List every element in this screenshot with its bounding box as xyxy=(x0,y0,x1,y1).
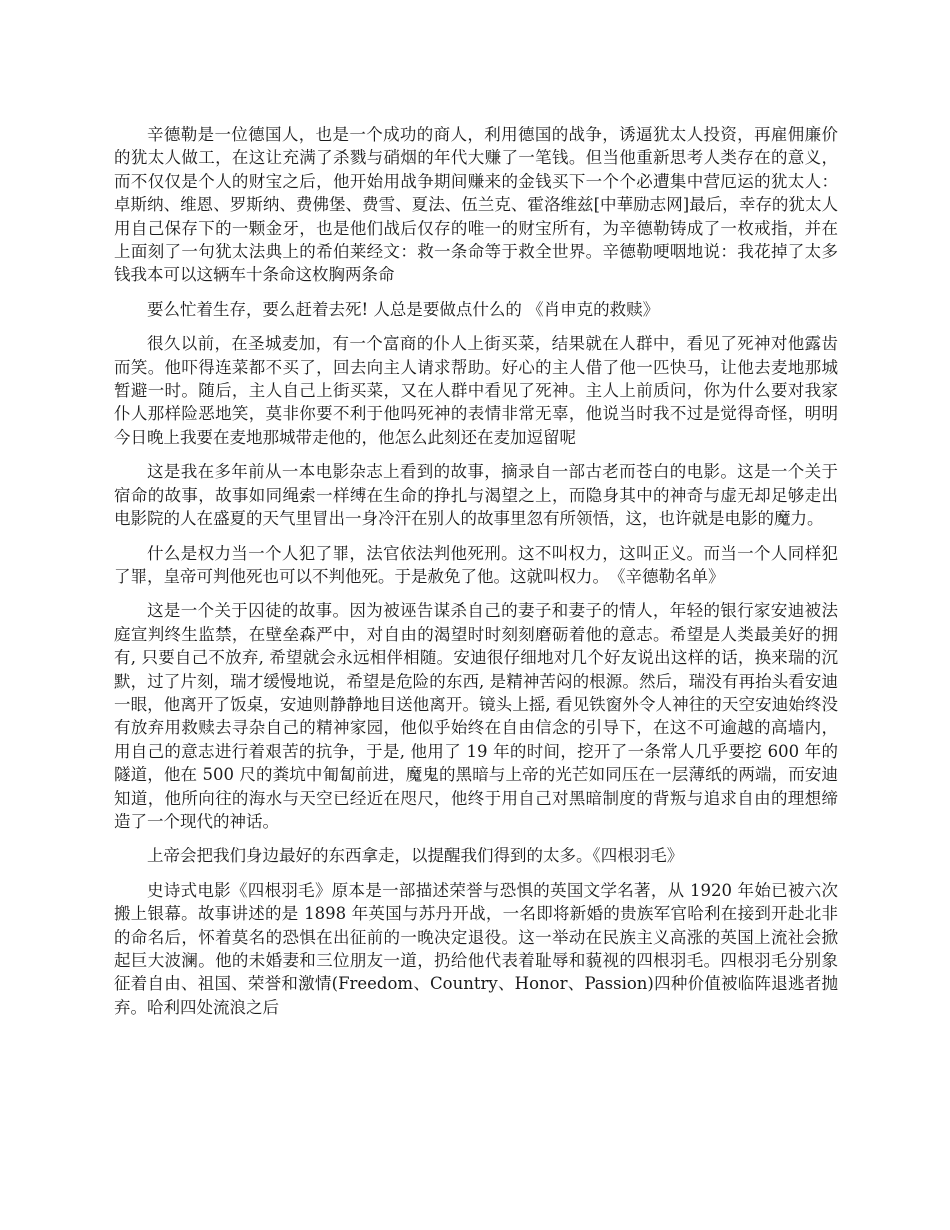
paragraph-schindler-power-quote: 什么是权力当一个人犯了罪，法官依法判他死刑。这不叫权力，这叫正义。而当一个人同样犯了罪，皇帝可判他死也可以不判他死。于是赦免了他。这就叫权力。 《辛德勒名单》 xyxy=(114,543,838,586)
paragraph-four-feathers-quote: 上帝会把我们身边最好的东西拿走，以提醒我们得到的太多。《四根羽毛》 xyxy=(147,846,684,866)
paragraph-four-feathers-story: 史诗式电影《四根羽毛》原本是一部描述荣誉与恐惧的英国文学名著，从 1920 年始已被六次搬上银幕。故事讲述的是 1898 年英国与苏丹开战，一名即将新婚的贵族军官哈利在接到开赴北非的命名后，怀着莫名的恐惧在出征前的一晚决定退役。这一举动在民族主义高涨的英国上流社会掀起巨大波澜。他的未婚妻和三位朋友一道，扔给他代表着耻辱和藐视的四根羽毛。四根羽毛分别象征着自由、祖国、荣誉和激情(Freedom、Country、Honor、Passion)四种价值被临阵退逃者抛弃。哈利四处流浪之后 xyxy=(114,880,838,1017)
paragraph-shawshank-quote: 要么忙着生存，要么赶着去死! 人总是要做点什么的 《肖申克的救赎》 xyxy=(147,299,660,319)
paragraph-schindler-story: 辛德勒是一位德国人，也是一个成功的商人，利用德国的战争，诱逼犹太人投资，再雇佣廉价的犹太人做工，在这让充满了杀戮与硝烟的年代大赚了一笔钱。但当他重新思考人类存在的意义，而不仅仅是个人的财宝之后，他开始用战争期间赚来的金钱买下一个个必遭集中营厄运的犹太人：卓斯纳、维恩、罗斯纳、费佛堡、费雪、夏法、伍兰克、霍洛维兹[中華励志网]最后，幸存的犹太人用自己保存下的一颗金牙，也是他们战后仅存的唯一的财宝所有，为辛德勒铸成了一枚戒指，并在上面刻了一句犹太法典上的希伯莱经文：救一条命等于救全世界。辛德勒哽咽地说：我花掉了太多钱我本可以这辆车十条命这枚胸两条命 xyxy=(114,125,838,285)
paragraph-death-in-mecca-story: 很久以前，在圣城麦加，有一个富商的仆人上街买菜，结果就在人群中，看见了死神对他露齿而笑。他吓得连菜都不买了，回去向主人请求帮助。好心的主人借了他一匹快马，让他去麦地那城暂避一时。随后，主人自己上街买菜，又在人群中看见了死神。主人上前质问，你为什么要对我家仆人那样险恶地笑，莫非你要不利于他吗死神的表情非常无辜，他说当时我不过是觉得奇怪，明明今日晚上我要在麦地那城带走他的，他怎么此刻还在麦加逗留呢 xyxy=(114,334,838,447)
paragraph-movie-magic: 这是我在多年前从一本电影杂志上看到的故事，摘录自一部古老而苍白的电影。这是一个关于宿命的故事，故事如同绳索一样缚在生命的挣扎与渴望之上，而隐身其中的神奇与虚无却足够走出电影院的人在盛夏的天气里冒出一身冷汗在别人的故事里忽有所领悟，这，也许就是电影的魔力。 xyxy=(114,462,838,529)
document-body xyxy=(114,123,838,1030)
paragraph-andy-prisoner-story: 这是一个关于囚徒的故事。因为被诬告谋杀自己的妻子和妻子的情人，年轻的银行家安迪被法庭宣判终生监禁，在壁垒森严中，对自由的渴望时时刻刻磨砺着他的意志。希望是人类最美好的拥有, 只要自己不放弃, 希望就会永远相伴相随。安迪很仔细地对几个好友说出这样的话，换来瑞的沉默，过了片刻，瑞才缓慢地说，希望是危险的东西, 是精神苦闷的根源。然后，瑞没有再抬头看安迪一眼，他离开了饭桌，安迪则静静地目送他离开。镜头上摇, 看见铁窗外令人神往的天空安迪始终没有放弃用救赎去寻杂自己的精神家园，他似乎始终在自由信念的引导下，在这不可逾越的高墙内，用自己的意志进行着艰苦的抗争，于是, 他用了 19 年的时间，挖开了一条常人几乎要挖 600 年的隧道，他在 500 尺的粪坑中匍匐前进，魔鬼的黑暗与上帝的光芒如同压在一层薄纸的两端，而安迪知道，他所向往的海水与天空已经近在咫尺，他终于用自己对黑暗制度的背叛与追求自由的理想缔造了一个现代的神话。 xyxy=(114,601,838,831)
